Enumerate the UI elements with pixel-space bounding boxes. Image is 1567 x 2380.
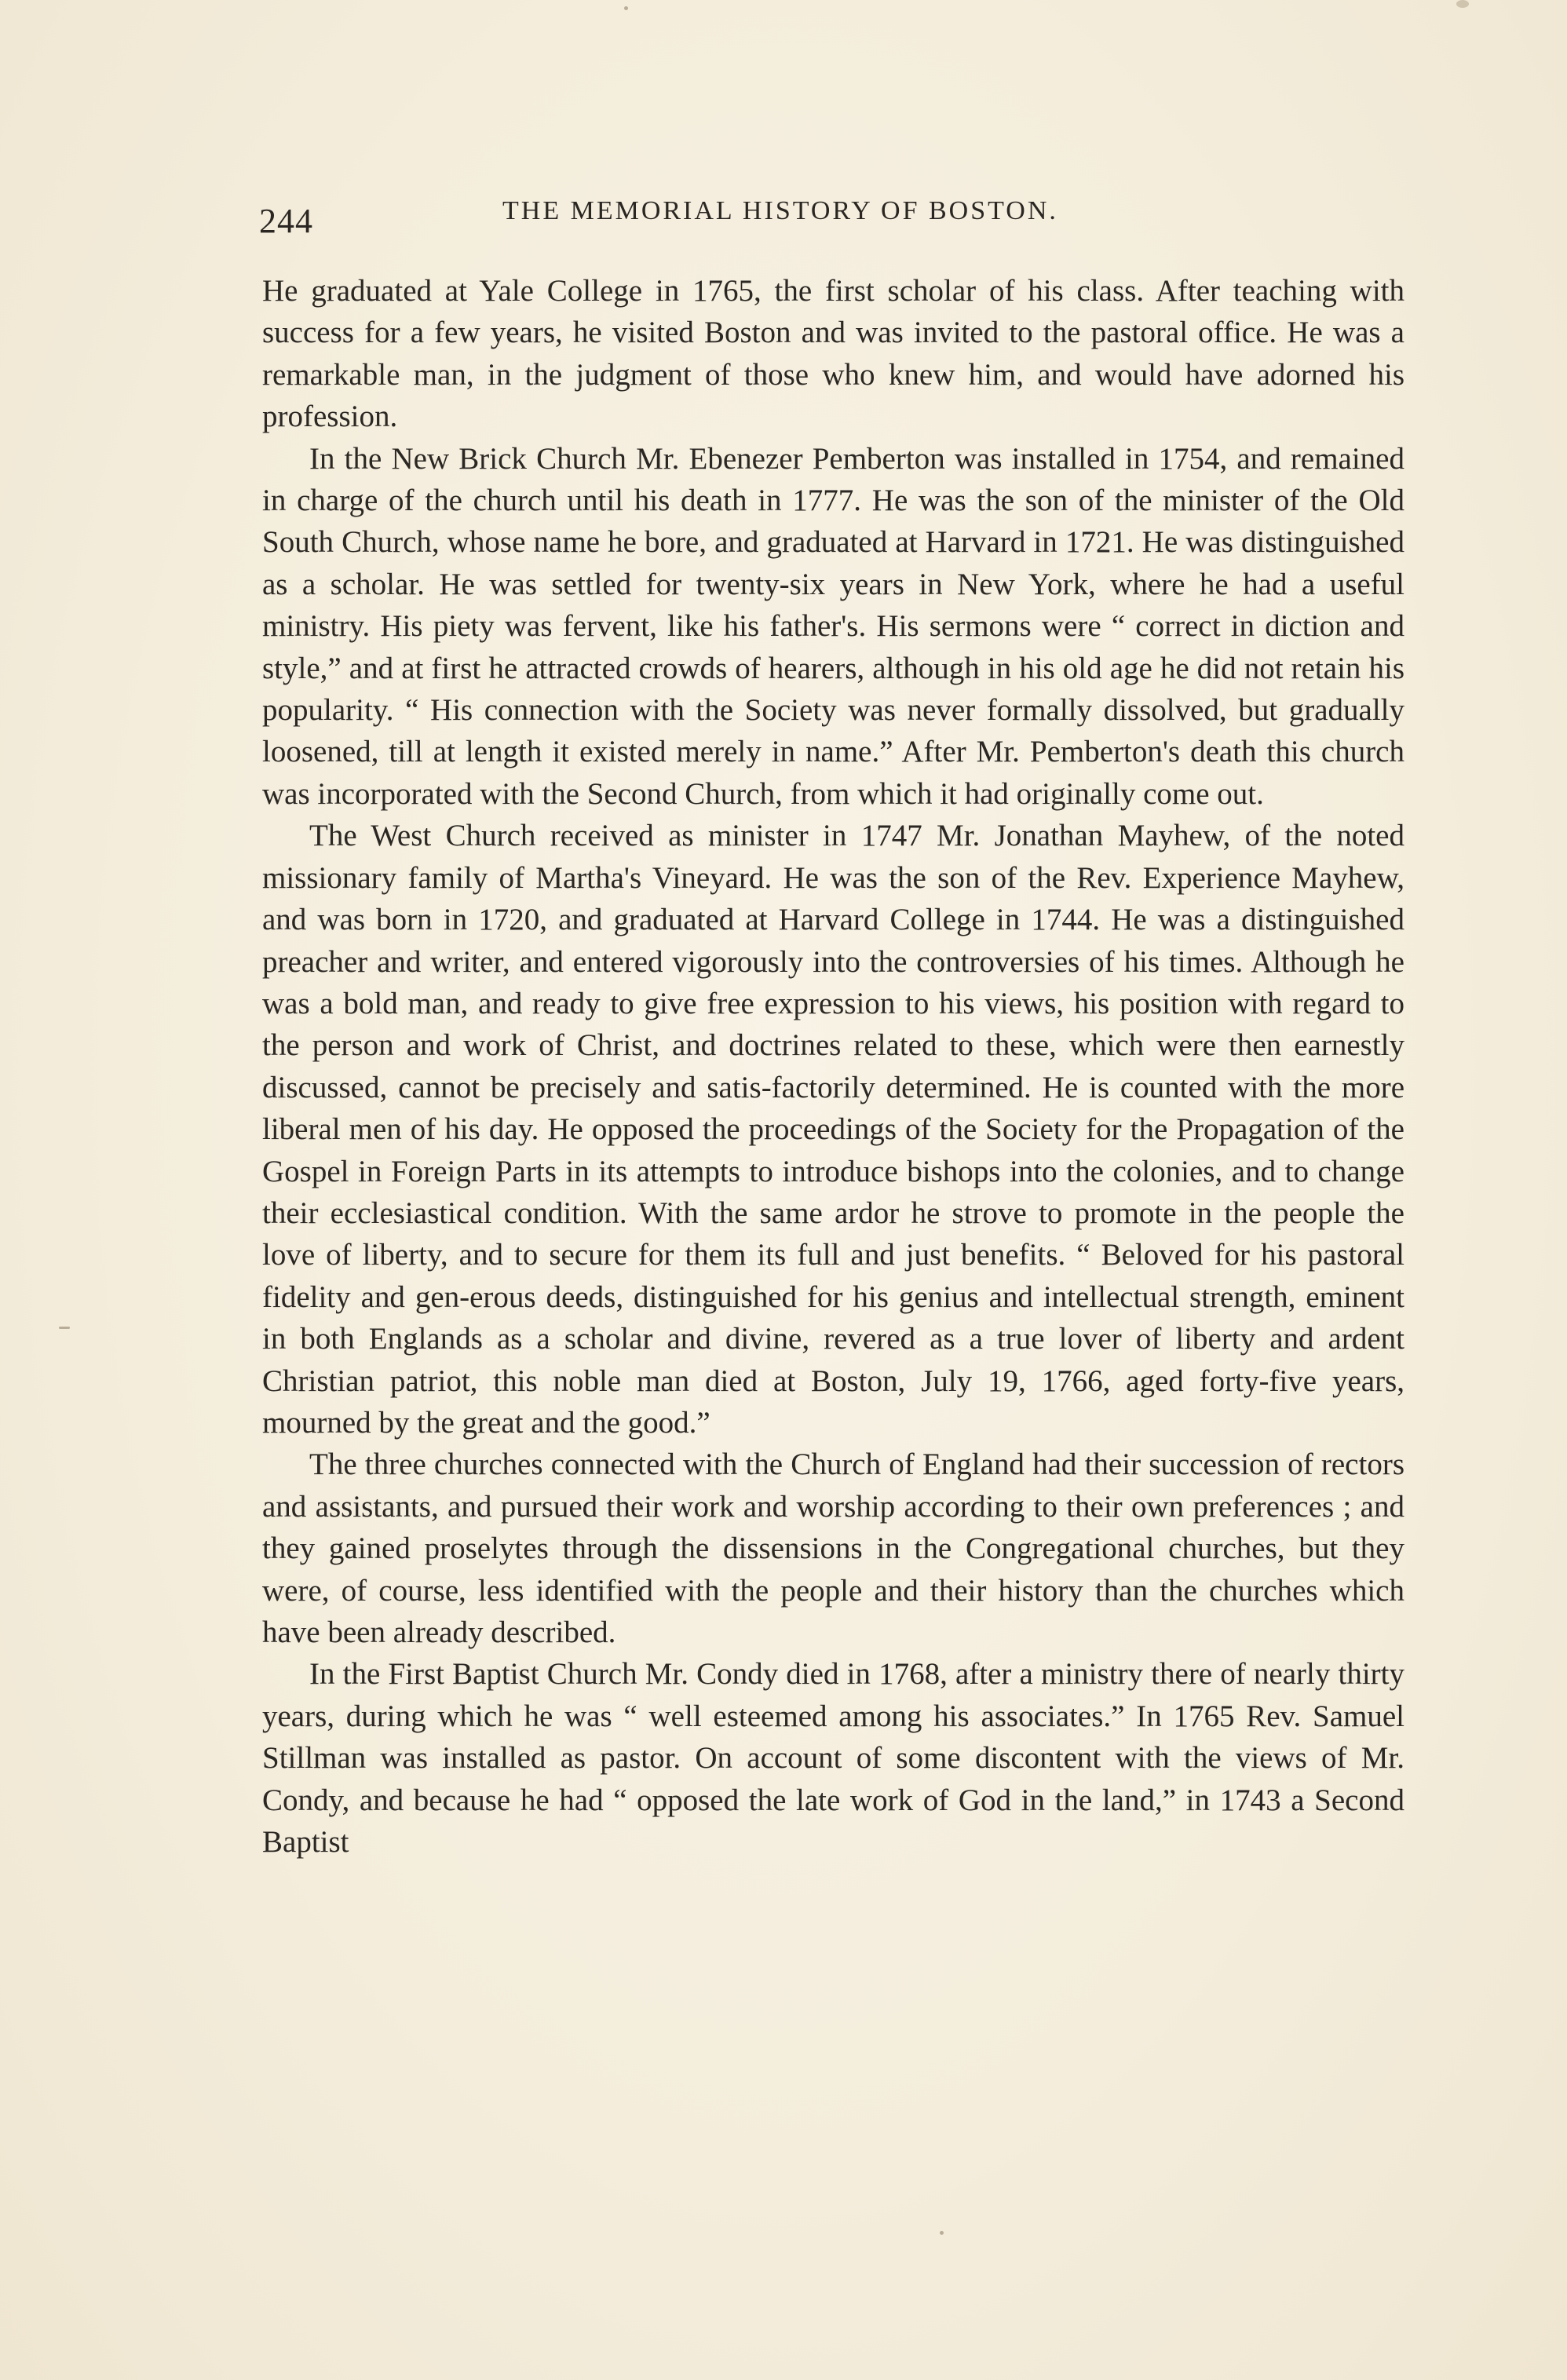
book-title: THE MEMORIAL HISTORY OF BOSTON. bbox=[502, 196, 1058, 225]
page-number: 244 bbox=[259, 202, 313, 240]
paper-speck bbox=[940, 2231, 944, 2235]
body-text bbox=[262, 270, 1404, 1863]
paragraph-church-of-england: The three churches connected with the Church of England had their succession of rectors and assistants, and pursued their work and worship according to their own preferences ; and they gained proselytes through the dissensions in the Congregational churches, but they were, of course, less identified with the people and their history than the churches which have been already described. bbox=[262, 1447, 1404, 1649]
paper-speck bbox=[1456, 0, 1469, 8]
paragraph-west-church: The West Church received as minister in 1747 Mr. Jonathan Mayhew, of the noted missionary family of Martha's Vineyard. He was the son of the Rev. Experience Mayhew, and was born in 1720, and graduated at Harvard College in 1744. He was a distinguished preacher and writer, and entered vigorously into the controversies of his times. Although he was a bold man, and ready to give free expression to his views, his position with regard to the person and work of Christ, and doctrines related to these, which were then earnestly discussed, cannot be precisely and satis-factorily determined. He is counted with the more liberal men of his day. He opposed the proceedings of the Society for the Propagation of the Gospel in Foreign Parts in its attempts to introduce bishops into the colonies, and to change their ecclesiastical condition. With the same ardor he strove to promote in the people the love of liberty, and to secure for them its full and just benefits. “ Beloved for his pastoral fidelity and gen-erous deeds, distinguished for his genius and intellectual strength, eminent in both Englands as a scholar and divine, revered as a true lover of liberty and ardent Christian patriot, this noble man died at Boston, July 19, 1766, aged forty-five years, mourned by the great and the good.” bbox=[262, 819, 1404, 1440]
paragraph-new-brick-church: In the New Brick Church Mr. Ebenezer Pemberton was installed in 1754, and remained in charge of the church until his death in 1777. He was the son of the minister of the Old South Church, whose name he bore, and graduated at Harvard in 1721. He was distinguished as a scholar. He was settled for twenty-six years in New York, where he had a useful ministry. His piety was fervent, like his father's. His sermons were “ correct in diction and style,” and at first he attracted crowds of hearers, although in his old age he did not retain his popularity. “ His connection with the Society was never formally dissolved, but gradually loosened, till at length it existed merely in name.” After Mr. Pemberton's death this church was incorporated with the Second Church, from which it had originally come out. bbox=[262, 441, 1404, 811]
paper-speck bbox=[624, 6, 628, 10]
running-head bbox=[259, 196, 1413, 243]
paragraph-first-baptist-church: In the First Baptist Church Mr. Condy died in 1768, after a ministry there of nearly thirty years, during which he was “ well esteemed among his associates.” In 1765 Rev. Samuel Stillman was installed as pastor. On account of some discontent with the views of Mr. Condy, and because he had “ opposed the late work of God in the land,” in 1743 a Second Baptist bbox=[262, 1657, 1404, 1860]
paragraph-continued: He graduated at Yale College in 1765, the first scholar of his class. After teaching with success for a few years, he visited Boston and was invited to the pastoral office. He was a remarkable man, in the judgment of those who knew him, and would have adorned his profession. bbox=[262, 274, 1404, 434]
paper-speck bbox=[59, 1327, 70, 1329]
